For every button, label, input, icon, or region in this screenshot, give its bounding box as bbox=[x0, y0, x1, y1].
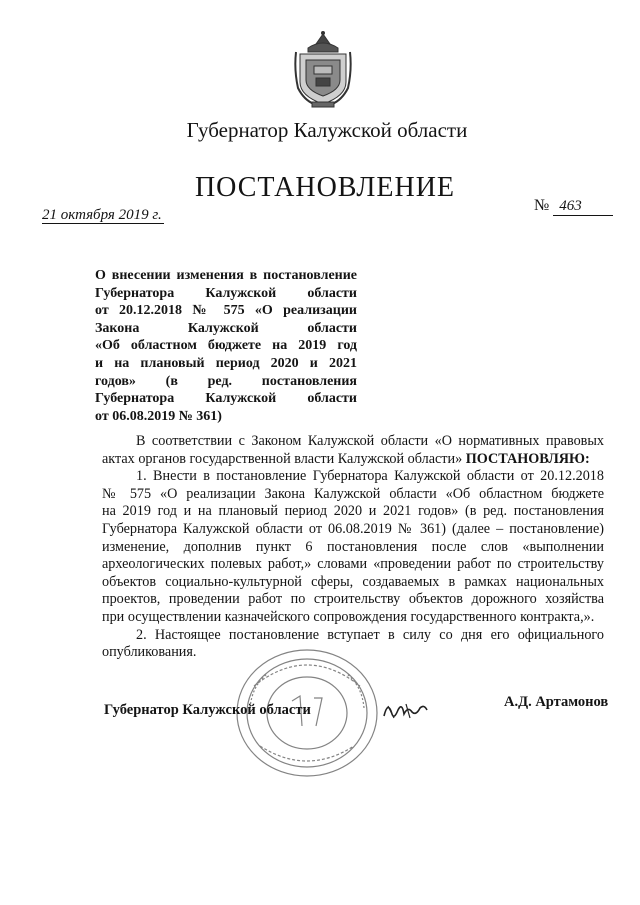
coat-of-arms-emblem bbox=[294, 30, 352, 108]
preamble-line bbox=[102, 451, 604, 469]
item-1-line: № 575 «О реализации Закона Калужской области «Об областном бюджете bbox=[102, 485, 604, 502]
item-1-line: на 2019 год и на плановый период 2020 и 2021 годов» (в ред. постановления bbox=[102, 503, 604, 520]
item-1-line: изменение, дополнив пункт 6 постановления после слов «выполнении bbox=[102, 538, 604, 555]
signer-title: Губернатор Калужской области bbox=[104, 702, 311, 718]
document-body bbox=[102, 433, 604, 662]
item-1-line: Губернатора Калужской области от 06.08.2019 № 361) (далее – постановление) bbox=[102, 520, 604, 537]
document-subject bbox=[95, 267, 357, 425]
subject-line: и на плановый период 2020 и 2021 bbox=[95, 355, 357, 371]
subject-line: Губернатора Калужской области bbox=[95, 285, 357, 301]
signer-name: А.Д. Артамонов bbox=[504, 694, 609, 710]
subject-line: Закона Калужской области bbox=[95, 320, 357, 336]
issuing-authority: Губернатор Калужской области bbox=[186, 118, 468, 142]
item-2-line: 2. Настоящее постановление вступает в силу со дня его официального bbox=[136, 626, 604, 643]
subject-line: О внесении изменения в постановление bbox=[95, 268, 357, 283]
subject-line: годов» (в ред. постановления bbox=[95, 373, 357, 389]
document-type-title: ПОСТАНОВЛЕНИЕ bbox=[194, 172, 456, 203]
subject-line: «Об областном бюджете на 2019 год bbox=[95, 338, 357, 354]
subject-line: от 06.08.2019 № 361) bbox=[95, 408, 222, 424]
decree-word: ПОСТАНОВЛЯЮ: bbox=[465, 450, 590, 467]
item-1-line: 1. Внести в постановление Губернатора Калужской области от 20.12.2018 bbox=[136, 468, 604, 485]
subject-line: от 20.12.2018 № 575 «О реализации bbox=[95, 303, 357, 319]
number-label: № bbox=[534, 197, 550, 214]
document-number bbox=[534, 197, 613, 216]
item-1-line: при осуществлении казначейского сопровождения государственного контракта,». bbox=[102, 608, 595, 625]
preamble-text: актах органов государственной власти Калужской области» bbox=[102, 450, 463, 467]
number-value: 463 bbox=[553, 198, 613, 216]
handwritten-signature bbox=[380, 696, 430, 726]
subject-line: Губернатора Калужской области bbox=[95, 391, 357, 407]
item-1-line: проектов, проведении работ по строительству объектов дорожного хозяйства bbox=[102, 591, 604, 608]
item-1-line: объектов социально-культурной сферы, создаваемых в рамках национальных bbox=[102, 573, 604, 590]
item-1-line: археологических полевых работ,» словами «проведении работ по строительству bbox=[102, 556, 604, 573]
document-date: 21 октября 2019 г. bbox=[42, 207, 162, 223]
preamble-line: В соответствии с Законом Калужской области «О нормативных правовых bbox=[136, 433, 604, 449]
item-2-line: опубликования. bbox=[102, 644, 197, 661]
